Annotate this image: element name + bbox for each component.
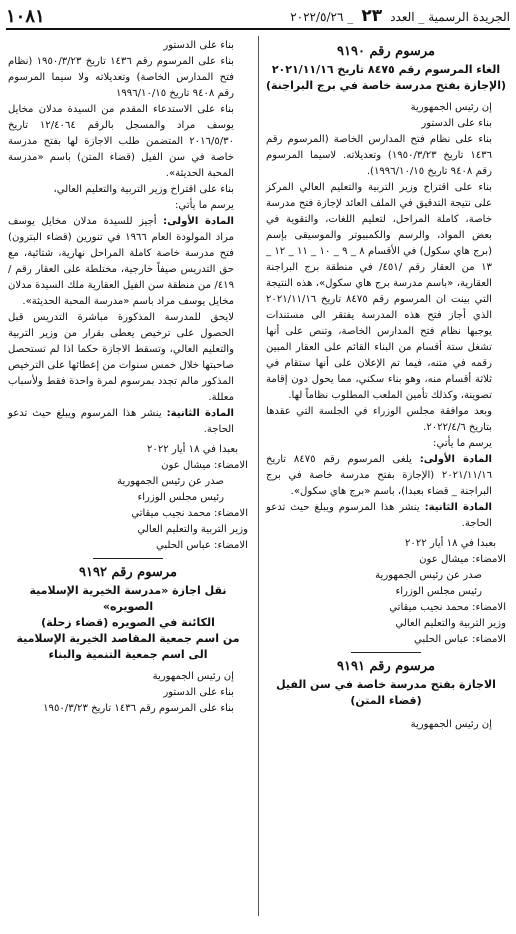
article-text: يلغى المرسوم رقم ٨٤٧٥ تاريخ ٢٠٢١/١١/١٦ (الإجازة بفتح مدرسة خاصة في برج البراجنة _ قضاء بعبدا)، باسم «برج هاي سكول». xyxy=(266,454,492,497)
article-2 xyxy=(8,406,248,438)
decree-9190-subtitle-2: (الإجازة بفتح مدرسة خاصة في برج البراجنة) xyxy=(265,79,506,92)
paragraph: بناء على اقتراح وزير التربية والتعليم العالي المركز على نتيجة التدقيق في الملف العائد لإجازة فتح مدرسة خاصة، كاملة المراحل، لتعليم اللغات، والتقوية في بعض المواد، والرسم والكمبيوتر والموسيقى بإسم (برج هاي سكول) في الأقسام ٨ _ ٩ _ ١٠ _ ١١ _ ١٢ _ ١٣ من العقار رقم /٤٥١/ في منطقة برج البراجنة العقارية، «باسم مدرسة برج هاي سكول»، هذه النتيجة التي بينت ان المرسوم رقم ٨٤٧٥ تاريخ ٢٠٢١/١١/١٦ الذي أجاز فتح هذه المدرسة يفتقر الى مستندات يوجبها نظام فتح المدارس الخاصة، وتنص على أنها تشغل ستة أقسام من البناء القائم على العقار المبين رقمه في متنه، فيما تم الإعلان على أنها ستقام في ثلاثة أقسام منه، وهو بناء سكني، مما يحول دون إقامة تصوينة، وكذلك تأمين الملعب المطلوب نظاماً لها. xyxy=(266,182,493,401)
paragraph: وبعد موافقة مجلس الوزراء في الجلسة التي عقدها بتاريخ ٢٠٢٢/٤/٦. xyxy=(266,406,492,433)
signature-line: الامضاء: محمد نجيب ميقاتي xyxy=(389,602,506,613)
column-divider xyxy=(258,36,259,916)
paragraph: إن رئيس الجمهورية xyxy=(410,102,492,113)
decree-9190-subtitle: الغاء المرسوم رقم ٨٤٧٥ تاريخ ٢٠٢١/١١/١٦ xyxy=(271,63,501,76)
paragraph: بناء على نظام فتح المدارس الخاصة (المرسوم رقم ١٤٣٦ تاريخ ١٩٥٠/٣/٢٣) وتعديلاته. لاسيما المرسوم رقم ٩٤٠٨ تاريخ ١٩٩٦/١٠/١٥). xyxy=(266,134,492,177)
article-text: ينشر هذا المرسوم ويبلغ حيث تدعو الحاجة. xyxy=(266,502,492,529)
decree-9191-subtitle-2: (قضاء المتن) xyxy=(350,694,422,707)
separator xyxy=(351,652,421,653)
article-label: المادة الثانية: xyxy=(166,408,234,419)
signature-line: صدر عن رئيس الجمهورية xyxy=(117,476,224,487)
article-text: ينشر هذا المرسوم ويبلغ حيث تدعو الحاجة. xyxy=(8,408,234,435)
paragraph: يرسم ما يأتي: xyxy=(175,200,234,211)
signature-line: الامضاء: محمد نجيب ميقاتي xyxy=(131,508,248,519)
gazette-name: الجريدة الرسمية _ العدد xyxy=(390,10,510,24)
decree-9192-subtitle: نقل اجازة «مدرسة الخيرية الإسلامية الصويره» xyxy=(29,584,227,613)
issue-number: ٢٣ xyxy=(361,6,383,26)
issue-date: _ ٢٠٢٢/٥/٢٦ xyxy=(290,10,354,24)
article-2 xyxy=(266,500,506,532)
paragraph: بناء على اقتراح وزير التربية والتعليم العالي، xyxy=(53,184,234,195)
paragraph: بناء على المرسوم رقم ١٤٣٦ تاريخ ١٩٥٠/٣/٢٣ (نظام فتح المدارس الخاصة) وتعديلاته ولا سيما المرسوم رقم ٩٤٠٨ تاريخ ١٩٩٦/١٠/١٥ xyxy=(8,56,234,99)
decree-9191-title: مرسوم رقم ٩١٩١ xyxy=(337,659,435,674)
article-1 xyxy=(8,214,248,310)
signature-line: الامضاء: ميشال عون xyxy=(419,554,506,565)
paragraph: بناء على الاستدعاء المقدم من السيدة مدلان مخايل يوسف مراد والمسجل بالرقم ١٢/٤٠٦٤ تاريخ ٢٠١٦/٥/٣٠ المتضمن طلب الاجازة لها بفتح مدرسة خاصة في سن الفيل (قضاء المتن) باسم «مدرسة المحبة الحديثة». xyxy=(8,104,234,179)
article-label: المادة الأولى: xyxy=(419,454,493,465)
decree-9192-title: مرسوم رقم ٩١٩٢ xyxy=(79,565,177,580)
paragraph: بناء على المرسوم رقم ١٤٣٦ تاريخ ١٩٥٠/٣/٢٣ xyxy=(43,703,234,714)
signature-line: صدر عن رئيس الجمهورية xyxy=(375,570,482,581)
article-label: المادة الأولى: xyxy=(163,216,234,227)
signature-line: وزير التربية والتعليم العالي xyxy=(395,618,506,629)
paragraph: لايحق للمدرسة المذكورة مباشرة التدريس قبل الحصول على ترخيص يعطى بقرار من وزير التربية والتعليم العالي، وتسقط الاجازة حكما اذا لم تستحصل صاحبتها خلال خمس سنوات من إعطائها على الترخيص المذكور مالم تجدد بمرسوم لمرة واحدة فقط ولأسباب معللة. xyxy=(8,312,234,403)
decree-9192-subtitle-2: الكائنة في الصويره (قضاء زحلة) xyxy=(41,616,215,629)
header-title xyxy=(290,6,510,26)
signature-line: الامضاء: عباس الحلبي xyxy=(155,540,248,551)
decree-9190-title: مرسوم رقم ٩١٩٠ xyxy=(337,44,435,59)
decree-9192-subtitle-4: الى اسم جمعية التنمية والبناء xyxy=(48,648,208,661)
decree-9191-subtitle: الاجازة بفتح مدرسة خاصة في سن الفيل xyxy=(276,678,496,691)
article-label: المادة الثانية: xyxy=(424,502,492,513)
paragraph: بناء على الدستور xyxy=(163,40,234,51)
article-1 xyxy=(266,452,506,500)
signature-date: بعبدا في ١٨ أيار ٢٠٢٢ xyxy=(405,538,496,549)
right-column xyxy=(266,38,506,733)
signature-line: وزير التربية والتعليم العالي xyxy=(137,524,248,535)
decree-9192-subtitle-3: من اسم جمعية المقاصد الخيرية الإسلامية xyxy=(16,632,240,645)
paragraph: بناء على الدستور xyxy=(163,687,234,698)
paragraph: بناء على الدستور xyxy=(421,118,492,129)
left-column xyxy=(8,38,248,717)
paragraph: إن رئيس الجمهورية xyxy=(152,671,234,682)
signature-line: رئيس مجلس الوزراء xyxy=(137,492,224,503)
signature-line: الامضاء: عباس الحلبي xyxy=(413,634,506,645)
page-header xyxy=(6,4,510,30)
signature-date: بعبدا في ١٨ أيار ٢٠٢٢ xyxy=(147,444,238,455)
paragraph: إن رئيس الجمهورية xyxy=(410,719,492,730)
signature-line: رئيس مجلس الوزراء xyxy=(395,586,482,597)
article-text: أجيز للسيدة مدلان مخايل يوسف مراد المولودة العام ١٩٦٦ في تنورين (قضاء البترون) فتح مدرسة خاصة كاملة المراحل نهارية، شتائية، مع حق التدريس صيفاً خارجية، مختلطة على العقار رقم /٤١٩/ من منطقة سن الفيل العقارية ملك السيدة مدلان مخايل يوسف مراد باسم «مدرسة المحبة الحديثة». xyxy=(8,216,234,307)
page-number: ١٠٨١ xyxy=(6,5,45,27)
separator xyxy=(93,558,163,559)
signature-line: الامضاء: ميشال عون xyxy=(161,460,248,471)
paragraph: يرسم ما يأتي: xyxy=(433,438,492,449)
